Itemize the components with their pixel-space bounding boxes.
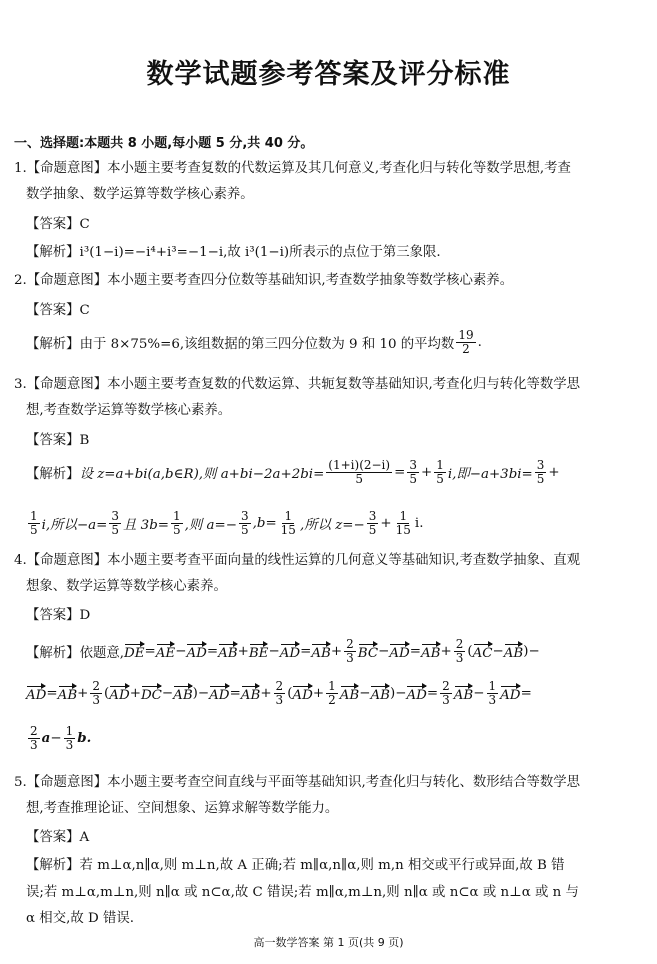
vector: AB <box>311 642 331 661</box>
q5-analysis-line-2: 误;若 m⊥α,m⊥n,则 n∥α 或 n⊂α,故 C 错误;若 m∥α,m⊥n,则 n∥α 或 n⊂α 或 n⊥α 或 n 与 <box>26 885 579 900</box>
vector: AB <box>454 684 474 703</box>
vector: AD <box>500 684 520 703</box>
fraction: $\frac{2}{3}$ <box>30 723 38 752</box>
q1-analysis: 【解析】i³(1−i)=−i⁴+i³=−1−i,故 i³(1−i)所表示的点位于第三象限. <box>26 245 441 260</box>
vector: AD <box>186 642 206 661</box>
vector: AB <box>504 642 524 661</box>
q5-intent-line-1: 5.【命题意图】本小题主要考查空间直线与平面等基础知识,考查化归与转化、数形结合等数学思 <box>14 775 581 790</box>
q1-intent-line-2: 数学抽象、数学运算等数学核心素养。 <box>26 187 254 202</box>
fraction: $\frac{3}{5}$ <box>368 508 377 537</box>
fraction: $\frac{1}{5}$ <box>30 508 38 537</box>
q4-analysis-line-1: 【解析】 依题意, DE = AE − AD = AB + BE − AD = AB + $\frac{2}{3}$ BC − AD = AB + $\frac{2}{3}$ ( AC − AB ) − <box>26 636 540 665</box>
vector: BE <box>249 642 269 661</box>
q3-intent-line-1: 3.【命题意图】本小题主要考查复数的代数运算、共轭复数等基础知识,考查化归与转化等数学思 <box>14 377 581 392</box>
q2-intent-line-1: 2.【命题意图】本小题主要考查四分位数等基础知识,考查数学抽象等数学核心素养。 <box>14 273 514 288</box>
q3-analysis-line-1: 【解析】 设 z=a+bi(a,b∈R),则 a+bi−2a+2bi= $\frac{(1+i)(2-i)}{5}$ = $\frac{3}{5}$ + $\frac{1}{5}$ i,即−a+3bi= $\frac{3}{5}$ + <box>26 457 560 486</box>
page-footer: 高一数学答案 第 1 页(共 9 页) <box>253 936 404 949</box>
fraction: $\frac{1}{15}$ <box>395 508 411 537</box>
q5-analysis-line-1: 【解析】若 m⊥α,n∥α,则 m⊥n,故 A 正确;若 m∥α,n∥α,则 m,n 相交或平行或异面,故 B 错 <box>26 858 565 873</box>
q5-intent-line-2: 想,考查推理论证、空间想象、运算求解等数学能力。 <box>26 801 339 816</box>
fraction: $\frac{2}{3}$ <box>455 636 464 665</box>
vector: AD <box>406 684 426 703</box>
vector: AB <box>218 642 238 661</box>
vector: AD <box>209 684 229 703</box>
vector: AD <box>26 684 46 703</box>
q4-analysis-line-3: $\frac{2}{3}$ a − $\frac{1}{3}$ b. <box>30 723 92 752</box>
fraction: $\frac{19}{2}$ <box>458 327 474 356</box>
vector: AD <box>292 684 312 703</box>
q3-analysis-line-2: $\frac{1}{5}$ i,所以−a= $\frac{3}{5}$ 且 3b= $\frac{1}{5}$ ,则 a=− $\frac{3}{5}$ ,b= $\frac{1}{15}$ ,所以 z=− $\frac{3}{5}$ + $\frac{1}{15}$ i. <box>30 508 424 537</box>
q2-answer: 【答案】C <box>26 303 90 318</box>
fraction: $\frac{1}{3}$ <box>65 723 74 752</box>
vector: AB <box>421 642 441 661</box>
fraction: $\frac{2}{3}$ <box>442 678 450 707</box>
vector: AE <box>156 642 175 661</box>
q2-analysis: 【解析】 由于 8×75%=6,该组数据的第三四分位数为 9 和 10 的平均数 $\frac{19}{2}$ . <box>26 327 482 356</box>
vector: AD <box>280 642 300 661</box>
vector: AB <box>241 684 261 703</box>
vector: BC <box>358 642 378 661</box>
fraction: $\frac{1}{15}$ <box>280 508 296 537</box>
fraction: $\frac{3}{5}$ <box>536 457 545 486</box>
vector: AC <box>473 642 493 661</box>
q4-intent-line-2: 想象、数学运算等数学核心素养。 <box>26 579 227 594</box>
vector: AB <box>370 684 390 703</box>
section-heading: 一、选择题:本题共 8 小题,每小题 5 分,共 40 分。 <box>14 136 314 151</box>
fraction: $\frac{1}{5}$ <box>173 508 181 537</box>
q4-answer: 【答案】D <box>26 608 91 623</box>
fraction: $\frac{1}{5}$ <box>436 457 444 486</box>
page-title: 数学试题参考答案及评分标准 <box>146 59 511 90</box>
vector: DE <box>124 642 145 661</box>
fraction: $\frac{(1+i)(2-i)}{5}$ <box>328 457 391 486</box>
q5-answer: 【答案】A <box>26 830 90 845</box>
fraction: $\frac{1}{2}$ <box>328 678 336 707</box>
vector: AB <box>173 684 193 703</box>
fraction: $\frac{3}{5}$ <box>409 457 417 486</box>
vector: AD <box>389 642 409 661</box>
vector: AD <box>109 684 129 703</box>
fraction: $\frac{3}{5}$ <box>111 508 120 537</box>
q2-analysis-label: 【解析】 <box>26 336 80 352</box>
q4-intent-line-1: 4.【命题意图】本小题主要考查平面向量的线性运算的几何意义等基础知识,考查数学抽象、直观 <box>14 553 581 568</box>
vector: DC <box>141 684 162 703</box>
fraction: $\frac{3}{5}$ <box>240 508 249 537</box>
fraction: $\frac{1}{3}$ <box>488 678 497 707</box>
vector: AB <box>340 684 360 703</box>
q2-analysis-text: 由于 8×75%=6,该组数据的第三四分位数为 9 和 10 的平均数 <box>79 336 455 352</box>
q4-analysis-line-2: AD = AB + $\frac{2}{3}$ ( AD + DC − AB ) − AD = AB + $\frac{2}{3}$ ( AD + $\frac{1}{2}$ AB − AB ) − AD = $\frac{2}{3}$ AB − $\frac{1}{3}$ AD = <box>26 678 532 707</box>
q1-answer: 【答案】C <box>26 217 90 232</box>
q5-analysis-line-3: α 相交,故 D 错误. <box>26 911 135 926</box>
q3-intent-line-2: 想,考查数学运算等数学核心素养。 <box>26 403 232 418</box>
fraction: $\frac{2}{3}$ <box>346 636 354 665</box>
fraction: $\frac{2}{3}$ <box>275 678 284 707</box>
vector: AB <box>58 684 78 703</box>
fraction: $\frac{2}{3}$ <box>92 678 101 707</box>
q1-intent-line-1: 1.【命题意图】本小题主要考查复数的代数运算及其几何意义,考查化归与转化等数学思想,考查 <box>14 161 571 176</box>
q3-answer: 【答案】B <box>26 433 90 448</box>
